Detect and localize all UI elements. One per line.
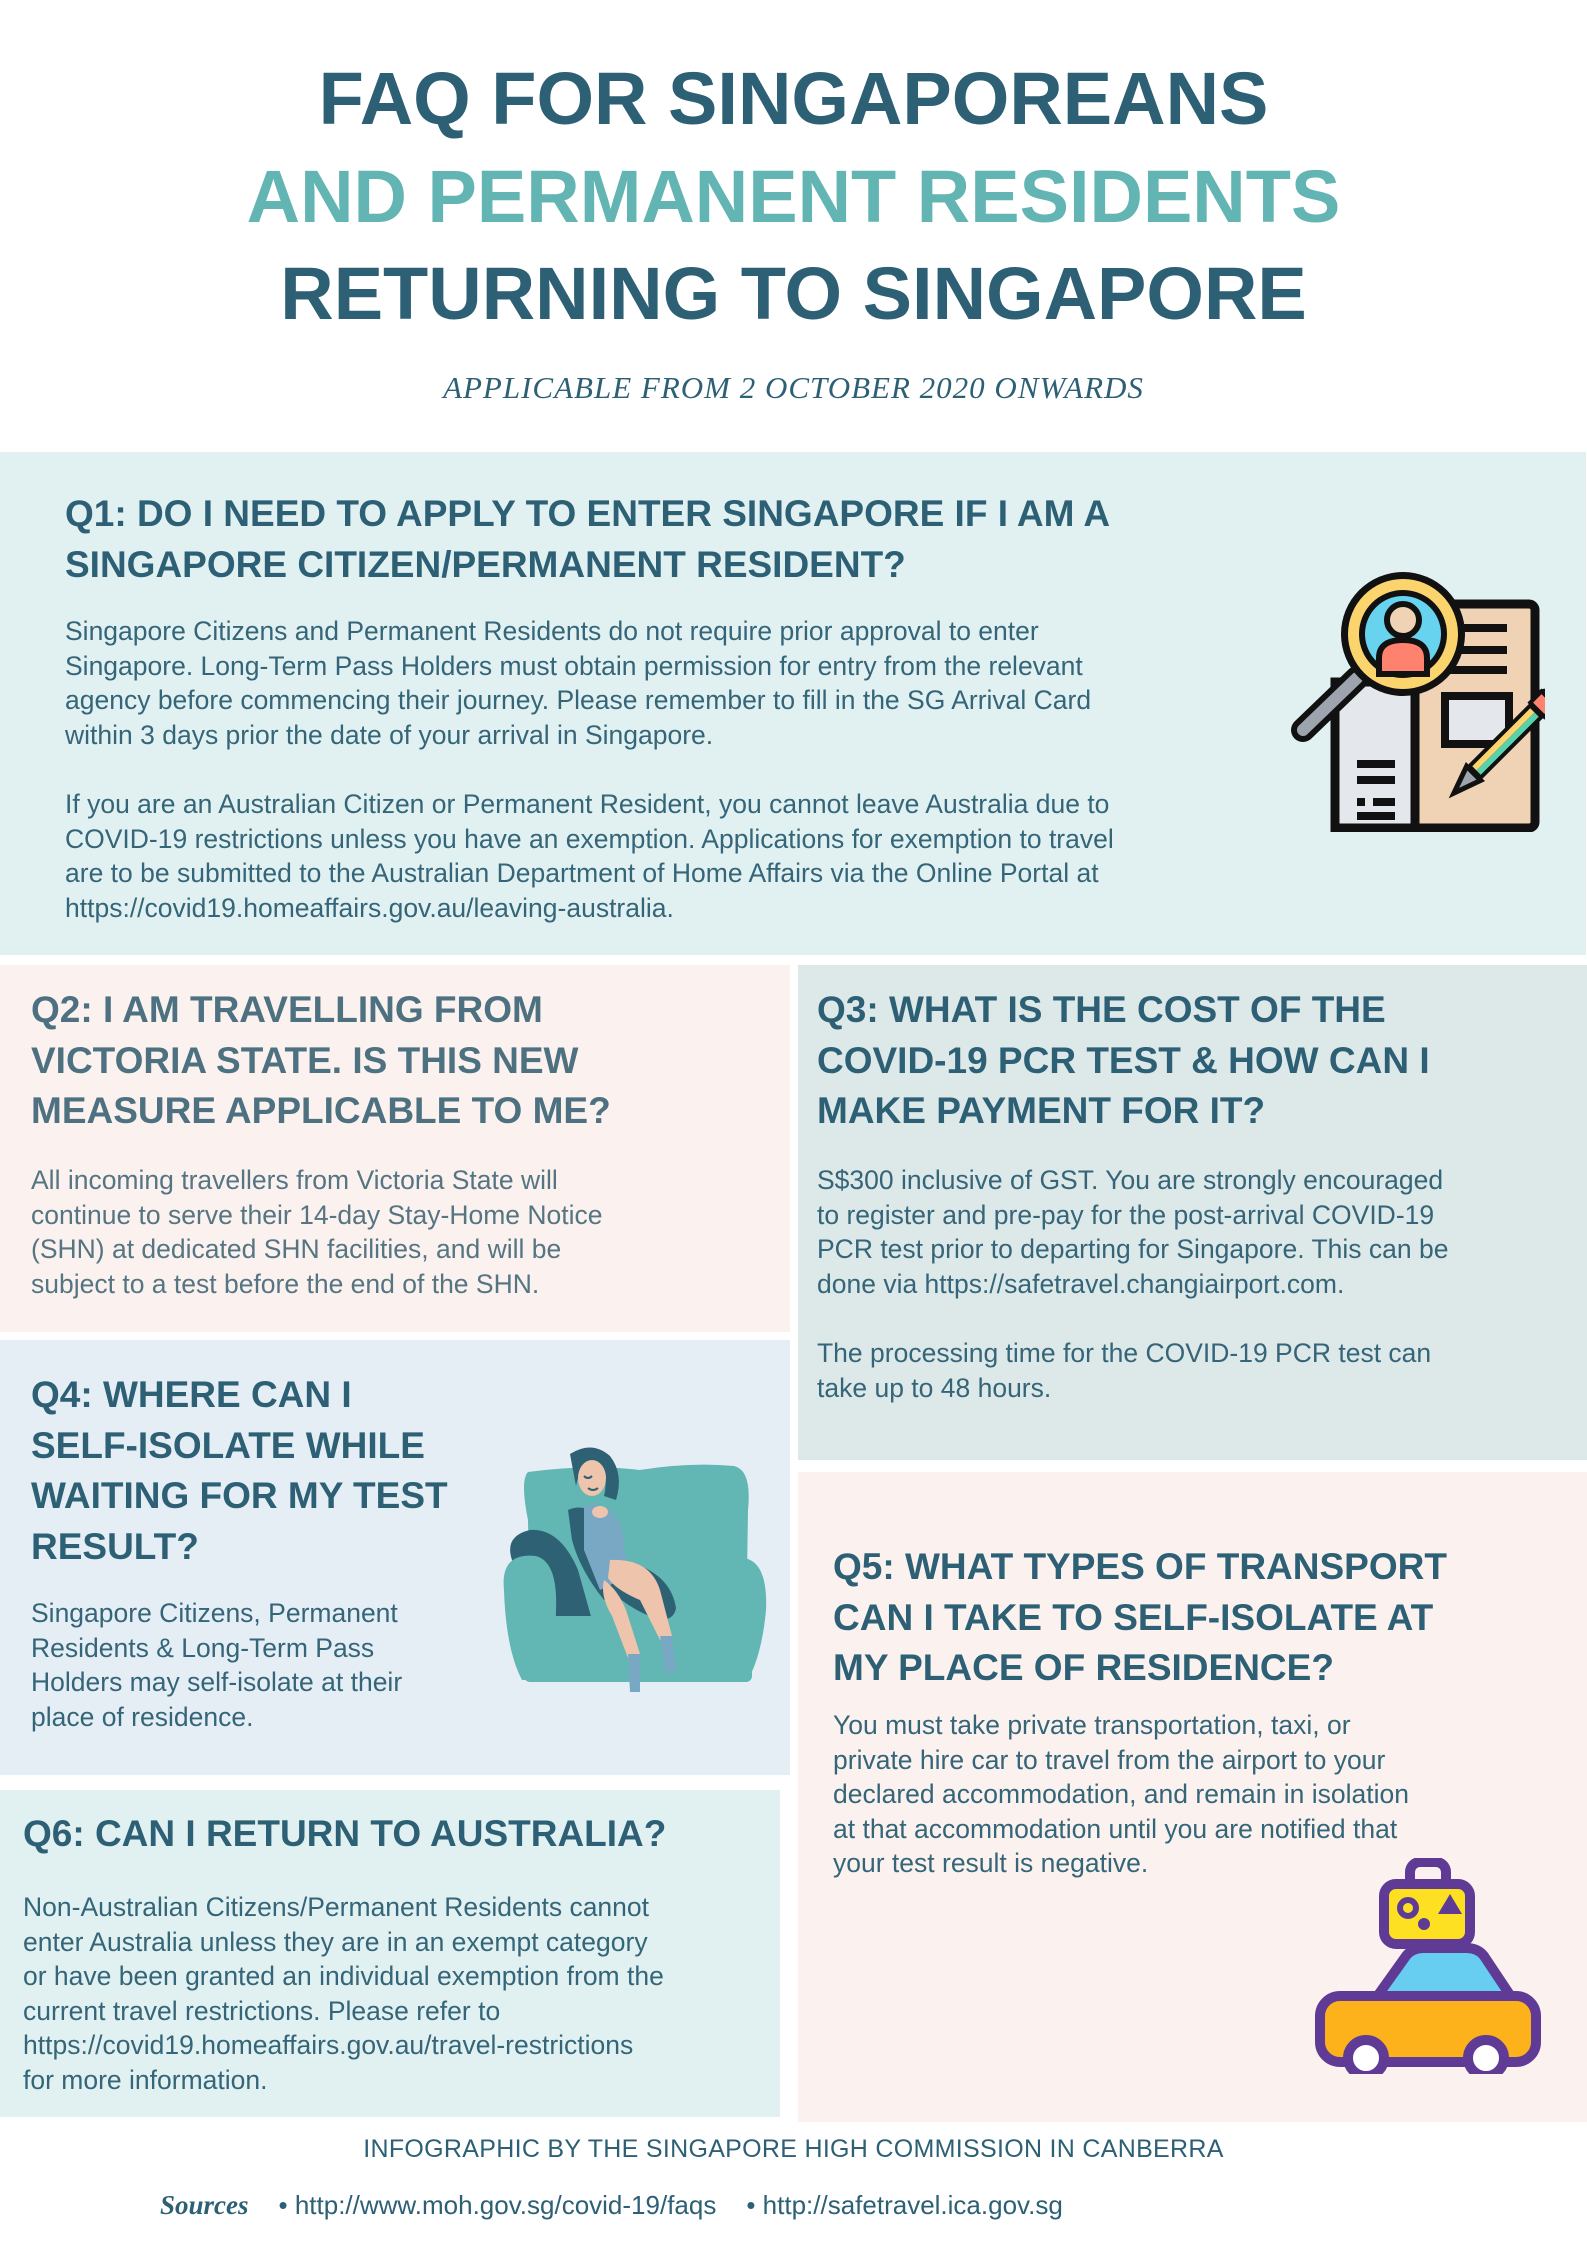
faq-q1-panel: [0, 452, 1586, 955]
question-line: WAITING FOR MY TEST: [31, 1475, 448, 1516]
answer-paragraph: [65, 614, 1114, 752]
faq-q4-answer: [31, 1596, 402, 1734]
question-line: VICTORIA STATE. IS THIS NEW: [31, 1039, 579, 1081]
question-line: Q5: WHAT TYPES OF TRANSPORT: [833, 1546, 1447, 1587]
faq-q6-panel: [0, 1790, 780, 2117]
sources-list: [160, 2190, 1063, 2221]
answer-paragraph: [31, 1596, 402, 1734]
faq-q3-question: [817, 985, 1430, 1137]
answer-line: Non-Australian Citizens/Permanent Residents cannot: [23, 1892, 650, 1922]
faq-q5-panel: [798, 1472, 1587, 2122]
effective-date-subtitle: APPLICABLE FROM 2 OCTOBER 2020 ONWARDS: [443, 370, 1144, 405]
answer-line: agency before commencing their journey. Please remember to fill in the SG Arrival Card: [65, 685, 1092, 715]
page-title-line-1: FAQ FOR SINGAPOREANS: [318, 57, 1269, 140]
faq-q2-answer: [31, 1163, 603, 1301]
answer-line: You must take private transportation, taxi, or: [833, 1710, 1351, 1740]
question-line: SINGAPORE CITIZEN/PERMANENT RESIDENT?: [65, 544, 906, 585]
answer-line: continue to serve their 14-day Stay-Home Notice: [31, 1199, 603, 1230]
answer-line: within 3 days prior the date of your arrival in Singapore.: [65, 719, 714, 750]
answer-line: your test result is negative.: [833, 1848, 1149, 1878]
faq-q1-answer: [65, 614, 1114, 925]
answer-line: are to be submitted to the Australian Department of Home Affairs via the Online Portal at: [65, 858, 1099, 888]
answer-line: COVID-19 restrictions unless you have an exemption. Applications for exemption to travel: [65, 823, 1114, 854]
answer-line: place of residence.: [31, 1701, 254, 1732]
faq-q4-panel: [0, 1340, 790, 1775]
answer-line: Singapore. Long-Term Pass Holders must obtain permission for entry from the relevant: [65, 650, 1083, 681]
source-link-ica[interactable]: • http://safetravel.ica.gov.sg: [746, 2190, 1063, 2220]
answer-paragraph: [65, 787, 1114, 925]
travel-restrictions-link[interactable]: https://covid19.homeaffairs.gov.au/travel-restrictions: [23, 2030, 634, 2060]
answer-line: (SHN) at dedicated SHN facilities, and will be: [31, 1234, 562, 1264]
answer-line: If you are an Australian Citizen or Permanent Resident, you cannot leave Australia due to: [65, 789, 1110, 819]
question-line: Q1: DO I NEED TO APPLY TO ENTER SINGAPORE IF I AM A: [65, 493, 1111, 534]
answer-line: at that accommodation until you are notified that: [833, 1813, 1398, 1844]
answer-line: All incoming travellers from Victoria State will: [31, 1165, 558, 1195]
answer-line: for more information.: [23, 2064, 268, 2095]
faq-q2-question: [31, 985, 611, 1137]
question-line: MY PLACE OF RESIDENCE?: [833, 1647, 1334, 1688]
faq-q4-question: [31, 1370, 448, 1572]
document-search-icon: [1275, 562, 1545, 832]
answer-line: private hire car to travel from the airport to your: [833, 1744, 1386, 1775]
page-title-line-2: AND PERMANENT RESIDENTS: [246, 155, 1341, 238]
answer-line: enter Australia unless they are in an exempt category: [23, 1926, 648, 1957]
changi-safetravel-link[interactable]: done via https://safetravel.changiairport.com.: [817, 1268, 1345, 1299]
answer-paragraph: [23, 1890, 664, 2097]
faq-q6-answer: [23, 1890, 664, 2097]
question-line: Q6: CAN I RETURN TO AUSTRALIA?: [23, 1813, 667, 1854]
answer-paragraph: [31, 1163, 603, 1301]
question-line: MAKE PAYMENT FOR IT?: [817, 1090, 1266, 1131]
sources-label: Sources: [160, 2190, 249, 2220]
answer-line: Singapore Citizens and Permanent Residents do not require prior approval to enter: [65, 616, 1039, 646]
answer-paragraph: [817, 1336, 1448, 1405]
question-line: MEASURE APPLICABLE TO ME?: [31, 1090, 611, 1131]
answer-line: take up to 48 hours.: [817, 1372, 1052, 1403]
page-title-line-3: RETURNING TO SINGAPORE: [280, 252, 1307, 335]
faq-q1-question: [65, 488, 1110, 590]
source-link-moh[interactable]: • http://www.moh.gov.sg/covid-19/faqs: [278, 2190, 717, 2220]
car-with-luggage-icon: [1306, 1858, 1546, 2074]
answer-line: to register and pre-pay for the post-arrival COVID-19: [817, 1199, 1435, 1230]
answer-line: S$300 inclusive of GST. You are strongly encouraged: [817, 1165, 1444, 1195]
faq-q3-panel: [798, 965, 1587, 1460]
answer-line: PCR test prior to departing for Singapore. This can be: [817, 1234, 1449, 1264]
faq-q5-answer: [833, 1708, 1409, 1881]
answer-line: Residents & Long-Term Pass: [31, 1632, 375, 1663]
faq-q5-question: [833, 1542, 1447, 1694]
infographic-credit: INFOGRAPHIC BY THE SINGAPORE HIGH COMMISSION IN CANBERRA: [363, 2135, 1224, 2163]
question-line: CAN I TAKE TO SELF-ISOLATE AT: [833, 1596, 1434, 1638]
answer-line: Holders may self-isolate at their: [31, 1667, 403, 1697]
answer-line: subject to a test before the end of the SHN.: [31, 1268, 540, 1299]
answer-line: The processing time for the COVID-19 PCR test can: [817, 1338, 1432, 1368]
question-line: Q3: WHAT IS THE COST OF THE: [817, 989, 1386, 1030]
woman-on-armchair-illustration: [500, 1440, 770, 1700]
question-line: COVID-19 PCR TEST & HOW CAN I: [817, 1039, 1430, 1081]
answer-line: declared accommodation, and remain in isolation: [833, 1779, 1409, 1809]
question-line: Q2: I AM TRAVELLING FROM: [31, 989, 543, 1030]
answer-paragraph: [817, 1163, 1448, 1301]
answer-line: or have been granted an individual exemption from the: [23, 1961, 664, 1991]
leaving-australia-link[interactable]: https://covid19.homeaffairs.gov.au/leaving-australia.: [65, 892, 674, 923]
faq-q6-question: [23, 1808, 666, 1859]
faq-q3-answer: [817, 1163, 1448, 1405]
question-line: Q4: WHERE CAN I: [31, 1374, 352, 1415]
answer-paragraph: [833, 1708, 1409, 1881]
answer-line: Singapore Citizens, Permanent: [31, 1598, 398, 1628]
question-line: RESULT?: [31, 1525, 199, 1567]
answer-line: current travel restrictions. Please refer to: [23, 1995, 501, 2026]
question-line: SELF-ISOLATE WHILE: [31, 1424, 425, 1466]
faq-q2-panel: [0, 965, 790, 1332]
